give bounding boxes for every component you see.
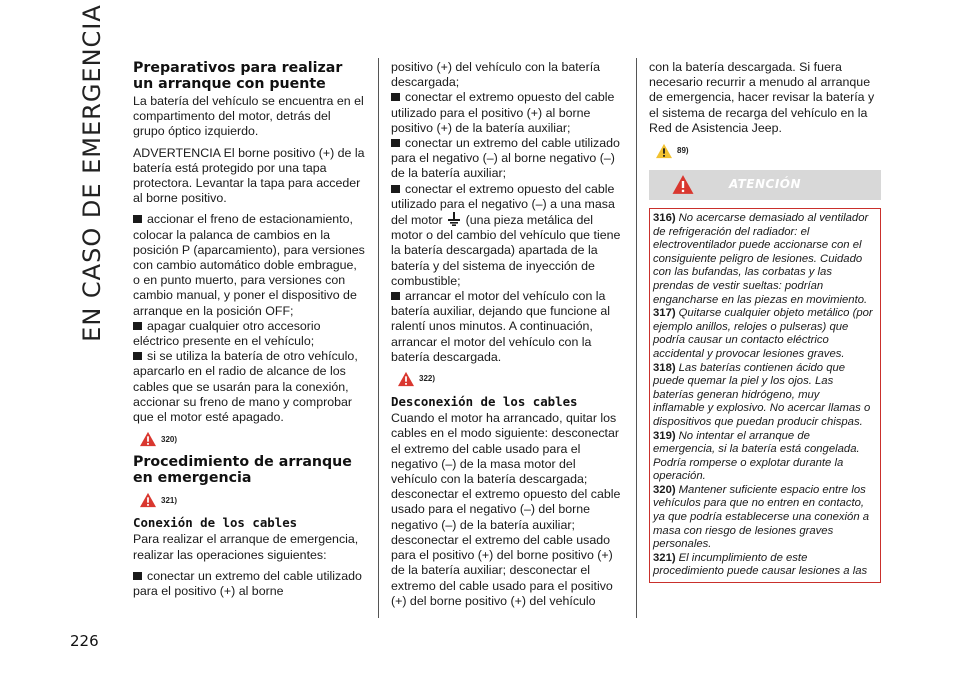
bullet-box-icon [391, 93, 400, 101]
list-item [133, 569, 365, 599]
list-item-text: accionar el freno de estacionamiento, colocar la palanca de cambios en la posición P (aparcamiento), para versiones con cambio automático doble embrague, o en punto muerto, para versiones con cambio manual, y poner el dispositivo de arranque en la posición OFF; [133, 212, 365, 318]
list-item [391, 136, 623, 182]
warning-reference-number: 320) [161, 434, 178, 444]
section-heading-procedimiento: Procedimiento de arranque en emergencia [133, 454, 352, 487]
caution-triangle-icon [655, 143, 673, 159]
chapter-side-title [70, 4, 114, 342]
warning-note-number: 319) [653, 429, 676, 442]
warning-triangle-icon [397, 371, 415, 387]
atencion-title: ATENCIÓN [728, 177, 802, 192]
column-divider [636, 58, 637, 618]
column-3 [649, 60, 881, 583]
warning-triangle-icon [139, 492, 157, 508]
column-divider [378, 58, 379, 618]
warning-note [653, 484, 874, 552]
warning-reference[interactable] [397, 370, 623, 388]
warning-triangle-icon [139, 431, 157, 447]
bullet-box-icon [133, 322, 142, 330]
warning-note-text: El incumplimiento de este procedimiento puede causar lesiones a las [653, 551, 868, 578]
paragraph: La batería del vehículo se encuentra en el compartimento del motor, detrás del grupo óptico izquierdo. [133, 94, 364, 139]
warning-triangle-icon [671, 174, 695, 195]
warning-note [653, 307, 874, 361]
list-item-text: conectar el extremo opuesto del cable utilizado para el positivo (+) al borne positivo (+) de la batería auxiliar; [391, 90, 615, 135]
warning-note-number: 316) [653, 212, 676, 225]
warning-note-number: 318) [653, 361, 676, 374]
list-item-text: arrancar el motor del vehículo con la batería auxiliar, dejando que funcione al ralentí unos minutos. A continuación, arrancar el motor del vehículo con la batería descargada. [391, 289, 611, 364]
warning-note [653, 362, 874, 430]
warning-note-number: 320) [653, 483, 676, 496]
list-item [133, 212, 365, 318]
caution-reference-number: 89) [677, 146, 689, 156]
subheading-conexion: Conexión de los cables [133, 515, 298, 531]
column-1 [133, 60, 365, 599]
list-item [391, 90, 623, 136]
warning-note [653, 430, 874, 484]
warning-paragraph: ADVERTENCIA El borne positivo (+) de la batería está protegido por una tapa protectora. Levantar la tapa para acceder al borne positivo. [133, 145, 365, 206]
warning-note-number: 321) [653, 551, 676, 564]
paragraph: Cuando el motor ha arrancado, quitar los cables en el modo siguiente: desconectar el extremo del cable usado para el negativo (–) de la masa motor del vehículo con la batería descargada; desconectar el extremo opuesto del cable usado para el negativo (–) del borne negativo (–) de la batería auxiliar; desconectar el extremo del cable usado para el positivo (+) del borne positivo (+) de la batería auxiliar; desconectar el extremo del cable usado para el positivo (+) del borne positivo (+) del vehículo [391, 411, 621, 608]
warning-note-number: 317) [653, 307, 676, 320]
list-item [391, 182, 623, 289]
list-item-text: conectar el extremo opuesto del cable utilizado para el negativo (–) a una masa del motor [391, 181, 615, 228]
bullet-box-icon [391, 292, 400, 300]
paragraph: con la batería descargada. Si fuera necesario recurrir a menudo al arranque de emergencia, hacer revisar la batería y el sistema de recarga del vehículo en la Red de Asistencia Jeep. [649, 60, 875, 135]
warning-reference[interactable] [139, 430, 365, 448]
list-item [391, 289, 623, 365]
warning-note-text: No acercarse demasiado al ventilador de refrigeración del radiador: el electroventilador puede accionarse con el consiguiente peligro de lesiones. Cuidado con las bufandas, las corbatas y las prendas de vestir sueltas: podrían engancharse en las piezas en movimiento. [653, 212, 869, 306]
warning-note [653, 212, 874, 307]
section-heading-preparativos: Preparativos para realizar un arranque con puente [133, 60, 343, 92]
bullet-box-icon [391, 185, 400, 193]
subheading-desconexion: Desconexión de los cables [391, 394, 578, 410]
warning-reference[interactable] [139, 491, 365, 509]
atencion-header [649, 170, 881, 200]
paragraph: Para realizar el arranque de emergencia, realizar las operaciones siguientes: [133, 532, 359, 562]
warning-note-text: Mantener suficiente espacio entre los vehículos para que no entren en contacto, ya que podría establecerse una conexión a masa con riesgo de lesiones graves personales. [653, 483, 870, 551]
bullet-box-icon [391, 139, 400, 147]
chapter-title-text: EN CASO DE EMERGENCIA [78, 4, 107, 342]
list-item [133, 319, 365, 349]
bullet-box-icon [133, 572, 142, 580]
list-item-text: apagar cualquier otro accesorio eléctrico presente en el vehículo; [133, 318, 321, 349]
warning-reference-number: 322) [419, 374, 436, 384]
warning-reference-number: 321) [161, 495, 178, 505]
bullet-box-icon [133, 215, 142, 223]
list-item-continued: positivo (+) del vehículo con la batería descargada; [391, 60, 601, 90]
ground-icon [448, 212, 460, 226]
page-number: 226 [70, 632, 99, 650]
warning-note-text: Las baterías contienen ácido que puede quemar la piel y los ojos. Las baterías generan hidrógeno, muy inflamable y explosivo. No acercar llamas o dispositivos que puedan producir chispas. [653, 361, 871, 428]
list-item-text: si se utiliza la batería de otro vehículo, aparcarlo en el radio de alcance de los cables que se usarán para la conexión, accionar su freno de mano y comprobar que el motor esté apagado. [133, 349, 358, 425]
column-2 [391, 60, 623, 615]
list-item-text: conectar un extremo del cable utilizado para el negativo (–) al borne negativo (–) de la batería auxiliar; [391, 136, 620, 181]
caution-reference[interactable] [655, 142, 881, 160]
list-item-text: conectar un extremo del cable utilizado para el positivo (+) al borne [133, 568, 362, 599]
list-item [133, 349, 365, 425]
bullet-box-icon [133, 352, 142, 360]
list-item-text: (una pieza metálica del motor o del cambio del vehículo que tiene la batería descargada) apartada de la batería y del sistema de inyección de combustible; [391, 213, 621, 288]
warning-note-text: No intentar el arranque de emergencia, si la batería está congelada. Podría romperse o explotar durante la operación. [653, 429, 860, 483]
warning-note [653, 552, 874, 579]
atencion-box [649, 208, 881, 583]
warning-note-text: Quitarse cualquier objeto metálico (por ejemplo anillos, relojes o pulseras) que podría causar un contacto eléctrico accidental y provocar lesiones graves. [653, 307, 873, 360]
